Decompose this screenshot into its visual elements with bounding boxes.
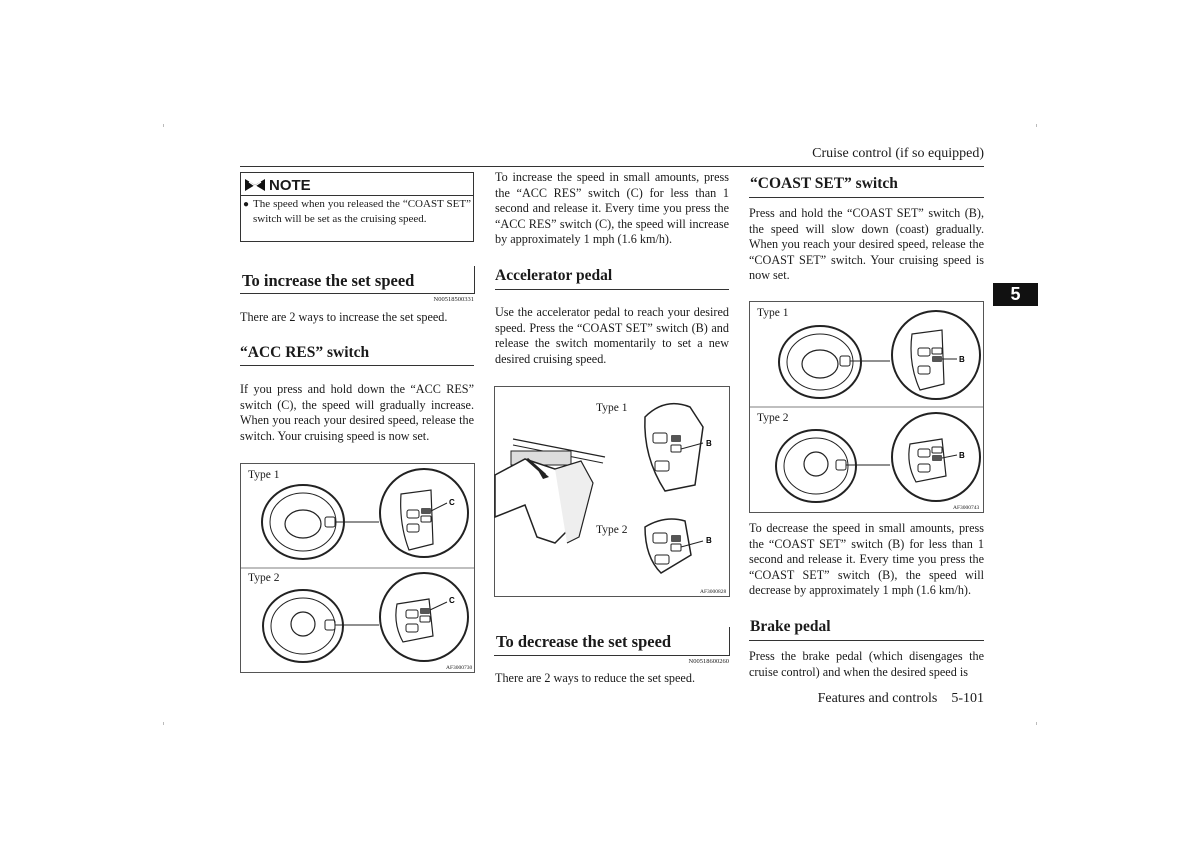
increase-intro: There are 2 ways to increase the set speed.	[240, 310, 448, 324]
brake-body: Press the brake pedal (which disengages the cruise control) and when the desired speed is	[749, 649, 984, 679]
decrease-intro: There are 2 ways to reduce the set speed.	[495, 671, 695, 685]
accres-heading: “ACC RES” switch	[240, 344, 370, 361]
accelerator-body: Use the accelerator pedal to reach your desired speed. Press the “COAST SET” switch (B) and release the switch momentarily to set a new desired cruising speed.	[495, 305, 729, 366]
figure-type2-label: Type 2	[757, 412, 789, 424]
note-header	[244, 176, 311, 194]
coast-body: Press and hold the “COAST SET” switch (B), the speed will slow down (coast) gradually. When you reach your desired speed, release the “COAST SET” switch. Your cruising speed is now set.	[749, 206, 984, 283]
coast-heading: “COAST SET” switch	[750, 175, 898, 192]
bullet-icon: ●	[243, 199, 250, 210]
decrease-code: N00518600260	[688, 658, 729, 665]
heading-rule	[240, 293, 474, 294]
crop-mark	[1035, 124, 1038, 127]
heading-rule	[749, 640, 984, 641]
callout-b-label: B	[706, 439, 712, 448]
coast-figure	[749, 301, 984, 513]
decrease-heading: To decrease the set speed	[496, 632, 672, 651]
steering-wheel-illustration	[241, 464, 474, 672]
chapter-tab: 5	[993, 283, 1038, 306]
accres-figure	[240, 463, 475, 673]
figure-code: AF3000743	[953, 505, 980, 511]
figure-type1-label: Type 1	[248, 469, 280, 481]
heading-rule	[729, 627, 730, 656]
note-icon	[244, 178, 266, 192]
figure-type2-label: Type 2	[596, 524, 628, 536]
header-rule	[240, 166, 984, 167]
accres-body: If you press and hold down the “ACC RES” switch (C), the speed will gradually increase. When you reach your desired speed, release the switch. Your cruising speed is now set.	[240, 382, 474, 443]
figure-type2-label: Type 2	[248, 572, 280, 584]
accelerator-figure	[494, 386, 730, 597]
callout-c-label: C	[449, 596, 455, 605]
crop-mark	[1035, 722, 1038, 725]
note-rule	[241, 195, 473, 196]
accelerator-pedal-illustration	[495, 387, 729, 596]
note-text	[243, 197, 471, 227]
increase-heading: To increase the set speed	[242, 271, 415, 290]
callout-c-label: C	[449, 498, 455, 507]
increase-code: N00518500331	[433, 296, 474, 303]
callout-b-label: B	[959, 451, 965, 460]
figure-code: AF3000828	[700, 589, 727, 595]
figure-type1-label: Type 1	[757, 307, 789, 319]
figure-type1-label: Type 1	[596, 402, 628, 414]
footer-section: Features and controls	[817, 691, 938, 706]
brake-heading: Brake pedal	[750, 618, 831, 635]
crop-mark	[162, 722, 165, 725]
page-number: 5-101	[951, 691, 984, 706]
crop-mark	[162, 124, 165, 127]
increase-small-amounts: To increase the speed in small amounts, press the “ACC RES” switch (C) for less than 1 second and release it. Every time you press the “ACC RES” switch (C), the speed will increase by approximately 1 mph (1.6 km/h).	[495, 170, 729, 247]
note-label: NOTE	[269, 176, 311, 194]
accelerator-heading: Accelerator pedal	[495, 267, 613, 284]
heading-rule	[474, 266, 475, 294]
heading-rule	[494, 655, 729, 656]
decrease-small-amounts: To decrease the speed in small amounts, press the “COAST SET” switch (B) for less than 1 second and release it. Every time you press the “COAST SET” switch (B), the speed will decrease by approximately 1 mph (1.6 km/h).	[749, 521, 984, 598]
heading-rule	[240, 365, 474, 366]
heading-rule	[495, 289, 729, 290]
steering-wheel-illustration	[750, 302, 983, 512]
note-bullet-text: The speed when you released the “COAST SET” switch will be set as the cruising speed.	[253, 198, 471, 225]
callout-b-label: B	[959, 355, 965, 364]
running-head: Cruise control (if so equipped)	[812, 146, 984, 161]
figure-code: AF3000730	[446, 665, 473, 671]
heading-rule	[749, 197, 984, 198]
callout-b-label: B	[706, 536, 712, 545]
page-footer	[700, 691, 984, 707]
note-box	[240, 172, 474, 242]
